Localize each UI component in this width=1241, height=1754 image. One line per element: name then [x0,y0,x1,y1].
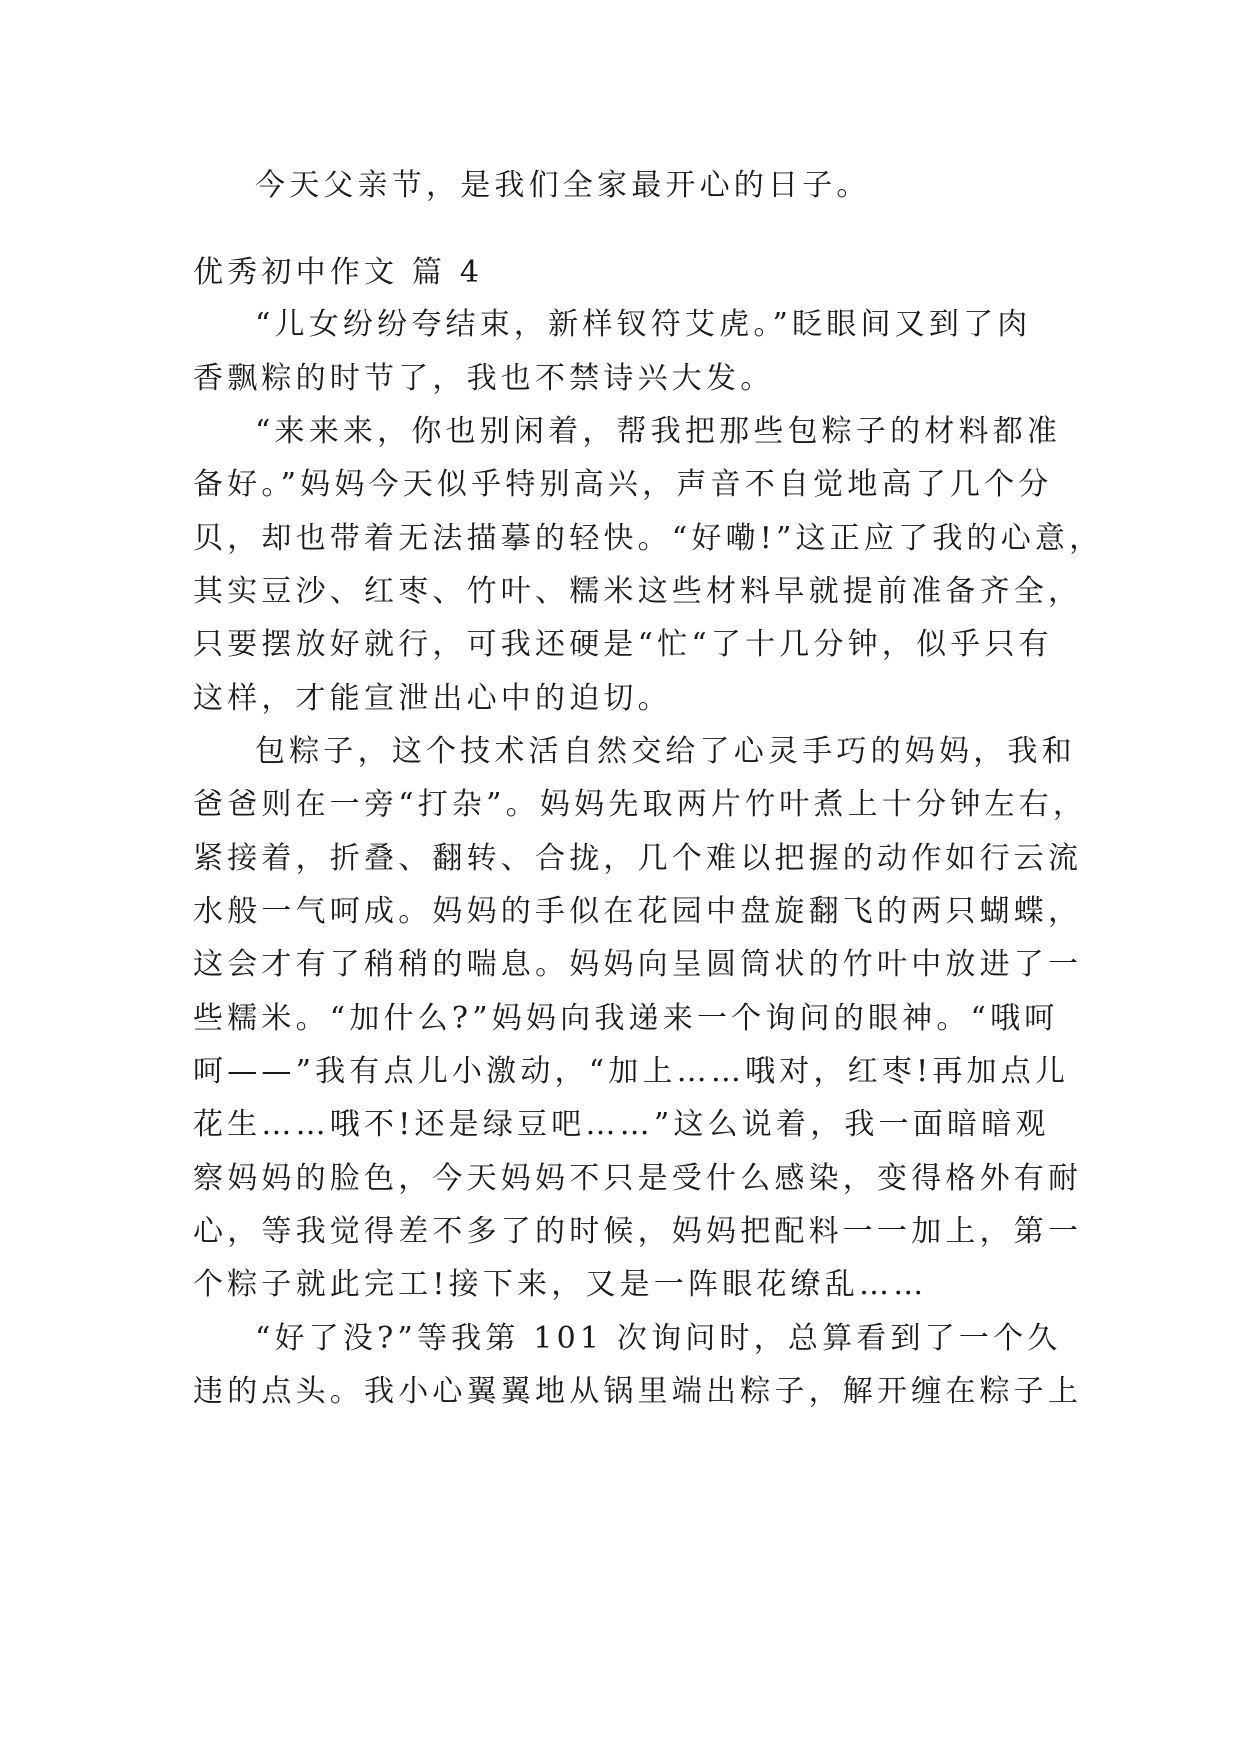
intro-line: 今天父亲节，是我们全家最开心的日子。 [255,168,871,203]
text-line: 察妈妈的脸色，今天妈妈不只是受什么感染，变得格外有耐 [193,1161,1083,1196]
text-line: 其实豆沙、红枣、竹叶、糯米这些材料早就提前准备齐全， [193,574,1083,609]
text-line: 心，等我觉得差不多了的时候，妈妈把配料一一加上，第一 [193,1214,1083,1249]
text-line: 包粽子，这个技术活自然交给了心灵手巧的妈妈，我和 [255,734,1076,769]
text-line: 个粽子就此完工!接下来，又是一阵眼花缭乱…… [193,1267,928,1302]
text-line: 花生……哦不!还是绿豆吧……”这么说着，我一面暗暗观 [193,1107,1050,1142]
text-line: 备好。”妈妈今天似乎特别高兴，声音不自觉地高了几个分 [193,467,1053,502]
text-line: 些糯米。“加什么?”妈妈向我递来一个询问的眼神。“哦呵 [193,1001,1059,1036]
text-line: 这会才有了稍稍的喘息。妈妈向呈圆筒状的竹叶中放进了一 [193,947,1083,982]
text-line: 呵——”我有点儿小激动，“加上……哦对，红枣!再加点儿 [193,1054,1070,1089]
text-line: 只要摆放好就行，可我还硬是“忙“了十几分钟，似乎只有 [193,627,1053,662]
text-line: 贝，却也带着无法描摹的轻快。“好嘞!”这正应了我的心意， [193,521,1104,556]
text-line: 爸爸则在一旁“打杂”。妈妈先取两片竹叶煮上十分钟左右， [193,787,1088,822]
text-line: 这样，才能宣泄出心中的迫切。 [193,681,672,716]
text-line: “好了没?”等我第 101 次询问时，总算看到了一个久 [255,1321,1062,1356]
text-line: “儿女纷纷夸结束，新样钗符艾虎。”眨眼间又到了肉 [255,307,1032,342]
text-line: 紧接着，折叠、翻转、合拢，几个难以把握的动作如行云流 [193,841,1083,876]
section-heading: 优秀初中作文 篇 4 [193,255,484,290]
text-line: 水般一气呵成。妈妈的手似在花园中盘旋翻飞的两只蝴蝶， [193,894,1083,929]
text-line: 香飘粽的时节了，我也不禁诗兴大发。 [193,361,775,396]
text-line: 违的点头。我小心翼翼地从锅里端出粽子，解开缠在粽子上 [193,1374,1083,1409]
text-line: “来来来，你也别闲着，帮我把那些包粽子的材料都准 [255,414,1062,449]
